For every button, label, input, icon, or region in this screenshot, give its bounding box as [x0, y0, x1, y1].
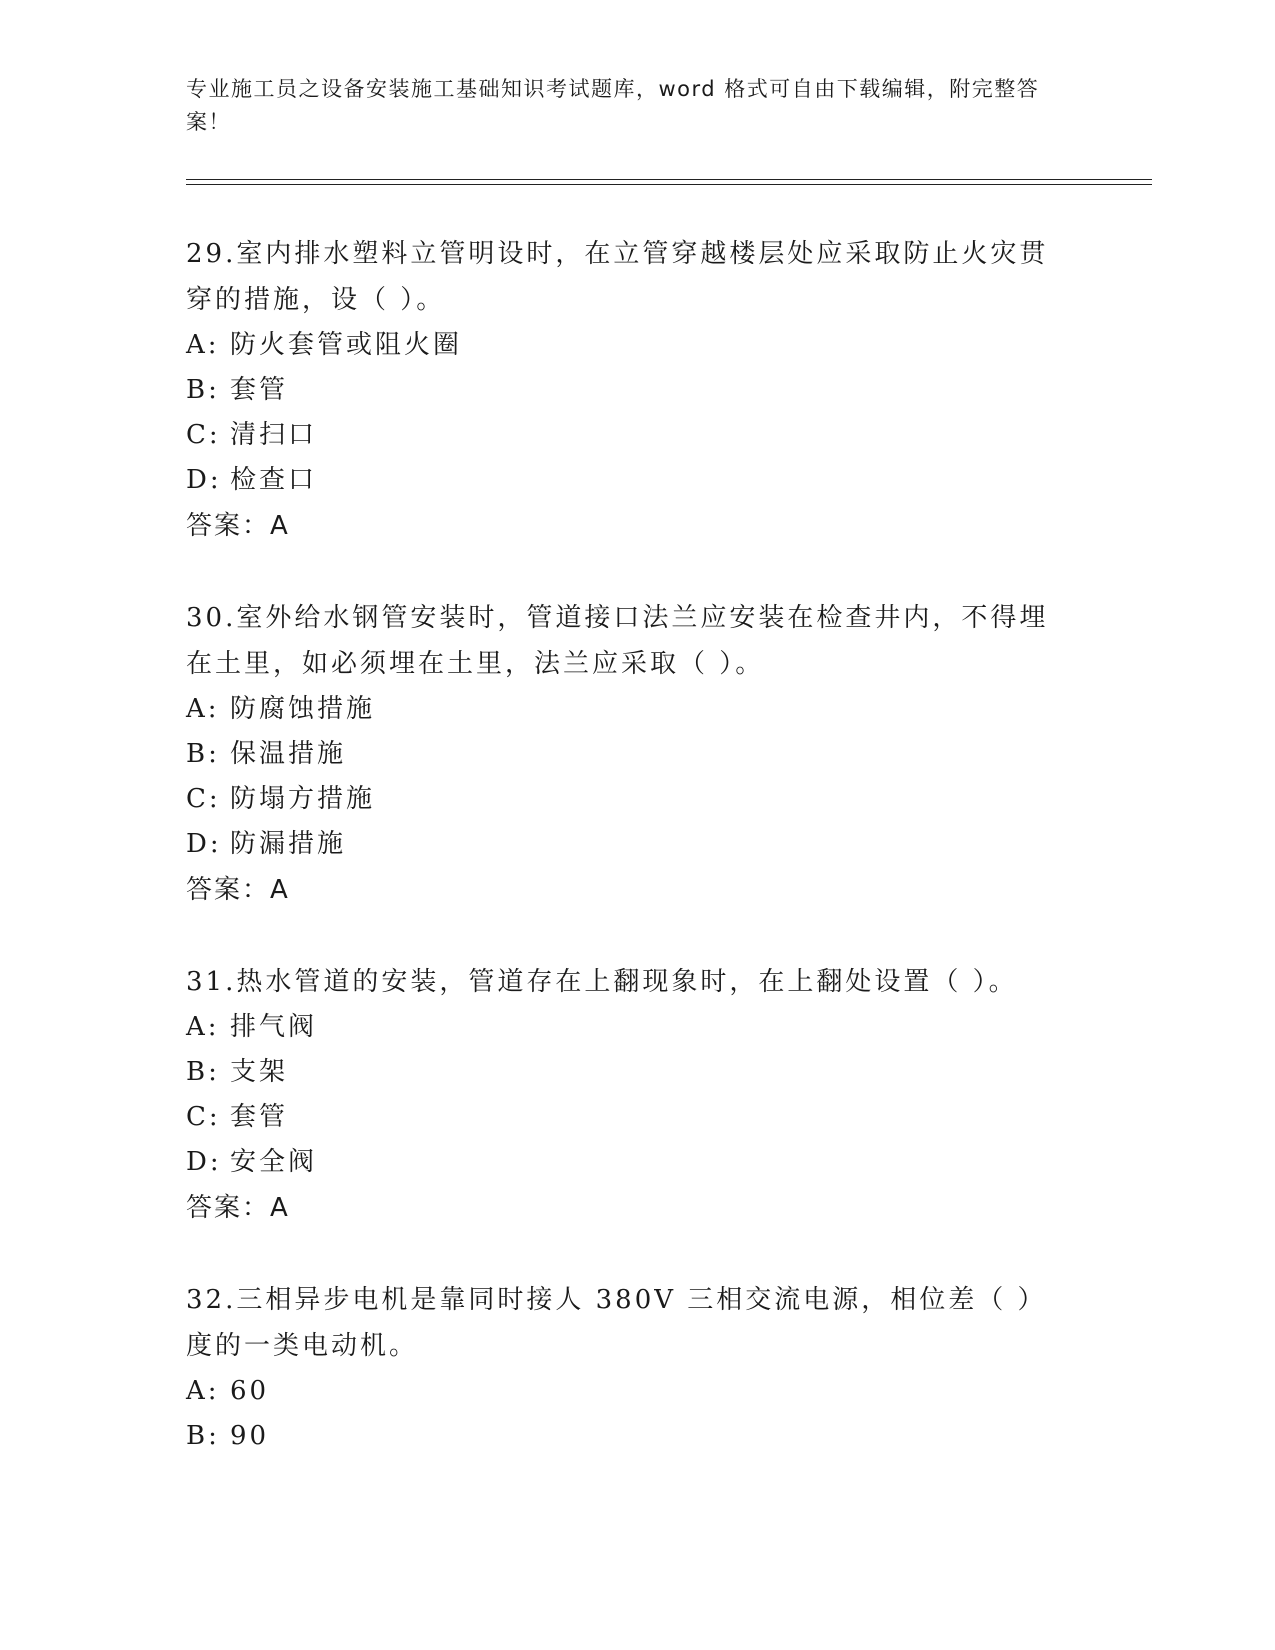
option-key: A:	[186, 330, 220, 360]
option-text: 安全阀	[230, 1147, 318, 1177]
option-key: A:	[186, 1376, 220, 1406]
header-rule-top	[186, 179, 1152, 180]
answer: 答案：A	[186, 511, 290, 541]
option-b	[186, 1414, 1066, 1459]
document-header: 专业施工员之设备安装施工基础知识考试题库，word 格式可自由下载编辑，附完整答案！	[186, 77, 1040, 134]
question-32	[186, 1277, 1066, 1459]
option-key: D:	[186, 1147, 222, 1177]
option-d	[186, 458, 1066, 503]
option-text: 防漏措施	[230, 829, 347, 859]
question-31	[186, 959, 1066, 1231]
question-text: 31.热水管道的安装，管道存在上翻现象时，在上翻处设置（ ）。	[186, 967, 1018, 997]
option-text: 清扫口	[230, 420, 318, 450]
question-text: 32.三相异步电机是靠同时接人 380V 三相交流电源，相位差（ ）度的一类电动机。	[186, 1285, 1047, 1361]
option-a	[186, 687, 1066, 732]
question-text: 29.室内排水塑料立管明设时，在立管穿越楼层处应采取防止火灾贯穿的措施，设（ ）。	[186, 239, 1049, 315]
option-text: 检查口	[230, 465, 318, 495]
option-key: B:	[186, 1421, 220, 1451]
option-c	[186, 1095, 1066, 1140]
option-b	[186, 1050, 1066, 1095]
option-key: B:	[186, 1057, 220, 1087]
option-text: 排气阀	[230, 1012, 318, 1042]
option-key: B:	[186, 739, 220, 769]
question-list	[186, 231, 1066, 1459]
option-text: 支架	[230, 1057, 289, 1087]
option-text: 防腐蚀措施	[230, 694, 376, 724]
question-text: 30.室外给水钢管安装时，管道接口法兰应安装在检查井内，不得埋在土里，如必须埋在土里，法兰应采取（ ）。	[186, 603, 1049, 679]
option-a	[186, 1369, 1066, 1414]
question-30	[186, 595, 1066, 913]
option-text: 90	[230, 1421, 270, 1451]
option-key: D:	[186, 465, 222, 495]
option-d	[186, 1140, 1066, 1185]
option-text: 防塌方措施	[230, 784, 376, 814]
option-key: C:	[186, 1102, 221, 1132]
option-key: A:	[186, 694, 220, 724]
option-d	[186, 822, 1066, 867]
option-b	[186, 368, 1066, 413]
option-c	[186, 777, 1066, 822]
question-29	[186, 231, 1066, 549]
option-key: C:	[186, 784, 221, 814]
option-a	[186, 1005, 1066, 1050]
answer: 答案：A	[186, 875, 290, 905]
option-b	[186, 732, 1066, 777]
option-text: 套管	[230, 375, 289, 405]
option-a	[186, 323, 1066, 368]
option-text: 套管	[230, 1102, 289, 1132]
option-key: B:	[186, 375, 220, 405]
option-key: D:	[186, 829, 222, 859]
answer: 答案：A	[186, 1193, 290, 1223]
option-text: 保温措施	[230, 739, 347, 769]
option-text: 防火套管或阻火圈	[230, 330, 463, 360]
option-key: C:	[186, 420, 221, 450]
option-c	[186, 413, 1066, 458]
option-text: 60	[230, 1376, 270, 1406]
option-key: A:	[186, 1012, 220, 1042]
header-rule-bottom	[186, 184, 1152, 185]
